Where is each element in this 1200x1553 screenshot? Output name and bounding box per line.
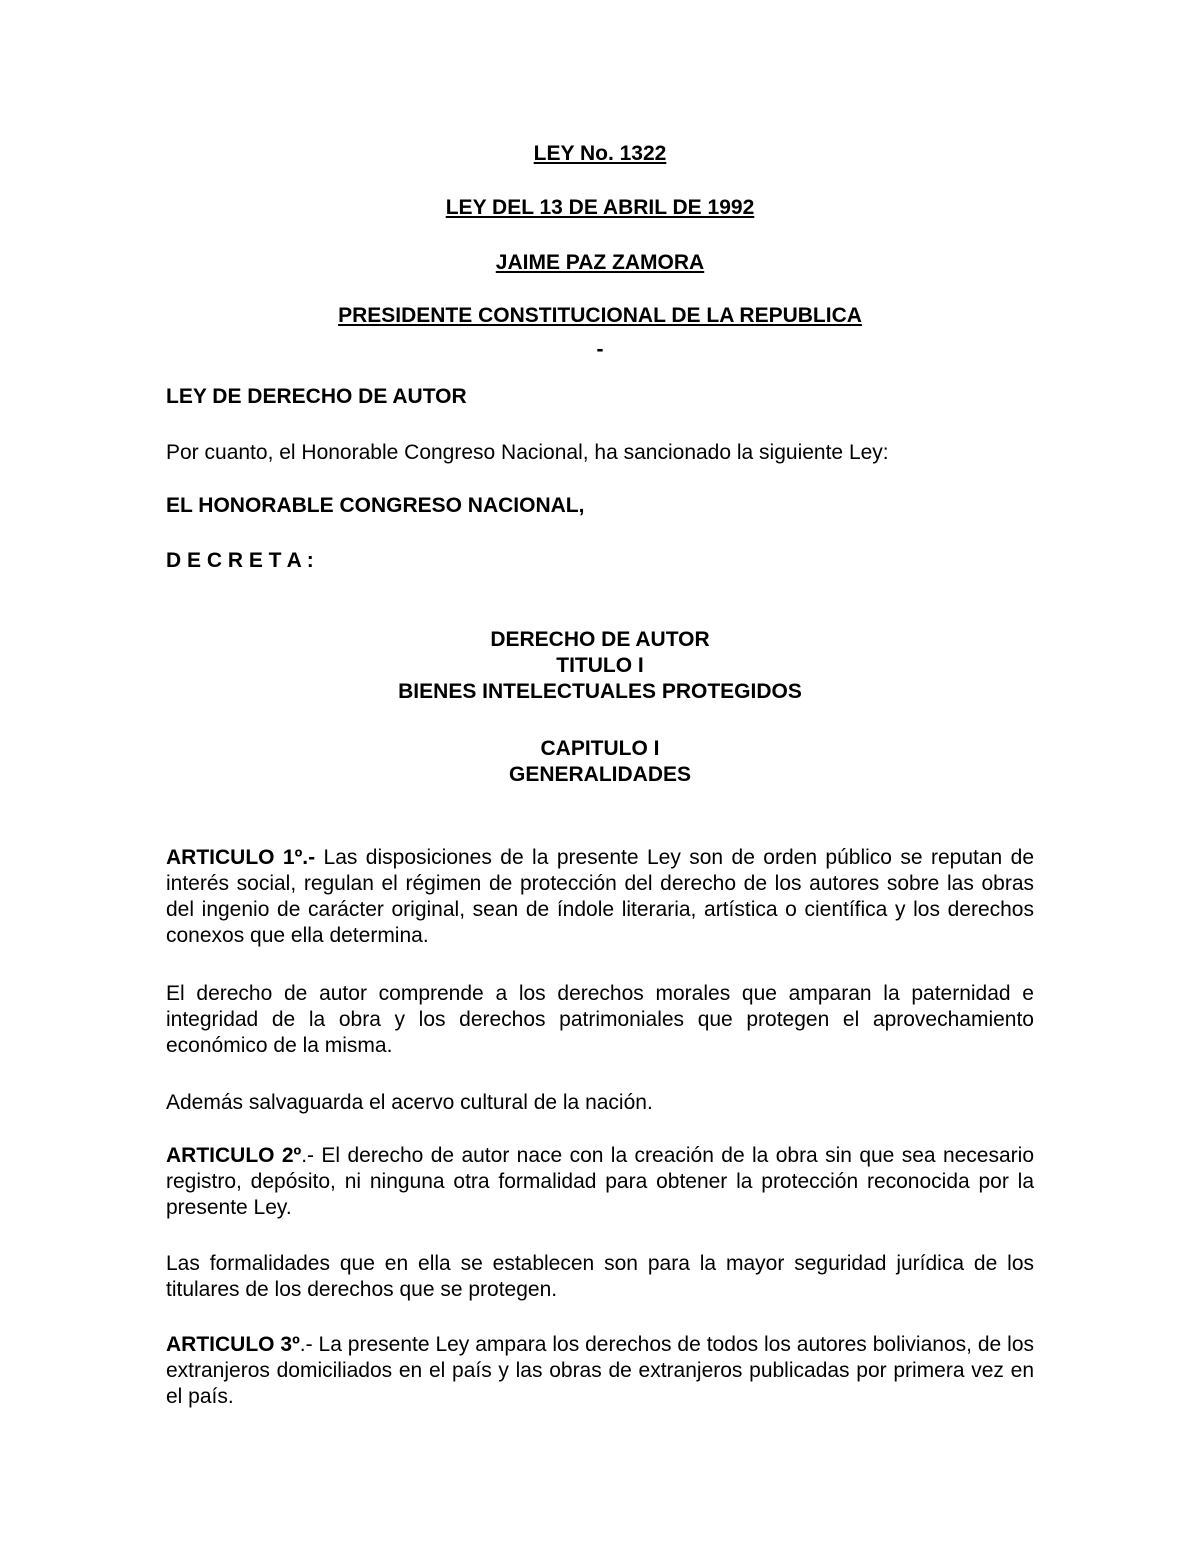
- law-title: LEY DE DERECHO DE AUTOR: [166, 385, 467, 408]
- law-date-heading: LEY DEL 13 DE ABRIL DE 1992: [445, 196, 755, 219]
- article-2-paragraph: [166, 1143, 1034, 1221]
- capitulo-label: CAPITULO I: [540, 737, 660, 760]
- article-2-text: .- El derecho de autor nace con la creación de la obra sin que sea necesario registro, depósito, ni ninguna otra formalidad para obtener la protección reconocida por la presente Ley.: [166, 1144, 1035, 1219]
- article-1-paragraph: [166, 845, 1034, 949]
- section-title: DERECHO DE AUTOR: [490, 628, 710, 651]
- article-1-label: ARTICULO 1º.-: [166, 846, 316, 869]
- separator-mark: -: [596, 338, 604, 361]
- law-number-heading: LEY No. 1322: [533, 142, 667, 165]
- president-title-heading: PRESIDENTE CONSTITUCIONAL DE LA REPUBLICA: [338, 304, 862, 327]
- article-3-text: .- La presente Ley ampara los derechos de todos los autores bolivianos, de los extranjeros domiciliados en el país y las obras de extranjeros publicadas por primera vez en el país.: [166, 1333, 1035, 1408]
- article-3-paragraph: [166, 1332, 1034, 1410]
- article-2-paragraph-2: Las formalidades que en ella se establecen son para la mayor seguridad jurídica de los titulares de los derechos que se protegen.: [166, 1252, 1034, 1301]
- por-cuanto-text: Por cuanto, el Honorable Congreso Nacional, ha sancionado la siguiente Ley:: [166, 441, 889, 464]
- congress-heading: EL HONORABLE CONGRESO NACIONAL,: [166, 494, 585, 517]
- titulo-label: TITULO I: [556, 654, 644, 677]
- chapter-block: [166, 736, 1034, 788]
- article-1-text: Las disposiciones de la presente Ley son de orden público se reputan de interés social, regulan el régimen de protección del derecho de los autores sobre las obras del ingenio de carácter original, sean de índole literaria, artística o científica y los derechos conexos que ella determina.: [166, 846, 1034, 947]
- article-1-paragraph-3: Además salvaguarda el acervo cultural de la nación.: [166, 1091, 653, 1114]
- president-name-heading: JAIME PAZ ZAMORA: [495, 251, 705, 274]
- article-2-label: ARTICULO 2º: [166, 1144, 302, 1167]
- capitulo-name: GENERALIDADES: [508, 763, 692, 786]
- title-block: [166, 627, 1034, 705]
- decreta-heading: D E C R E T A :: [166, 549, 314, 572]
- article-3-label: ARTICULO 3º: [166, 1333, 300, 1356]
- article-1-paragraph-2: El derecho de autor comprende a los derechos morales que amparan la paternidad e integridad de la obra y los derechos patrimoniales que protegen el aprovechamiento económico de la misma.: [166, 982, 1034, 1057]
- titulo-name: BIENES INTELECTUALES PROTEGIDOS: [398, 680, 802, 703]
